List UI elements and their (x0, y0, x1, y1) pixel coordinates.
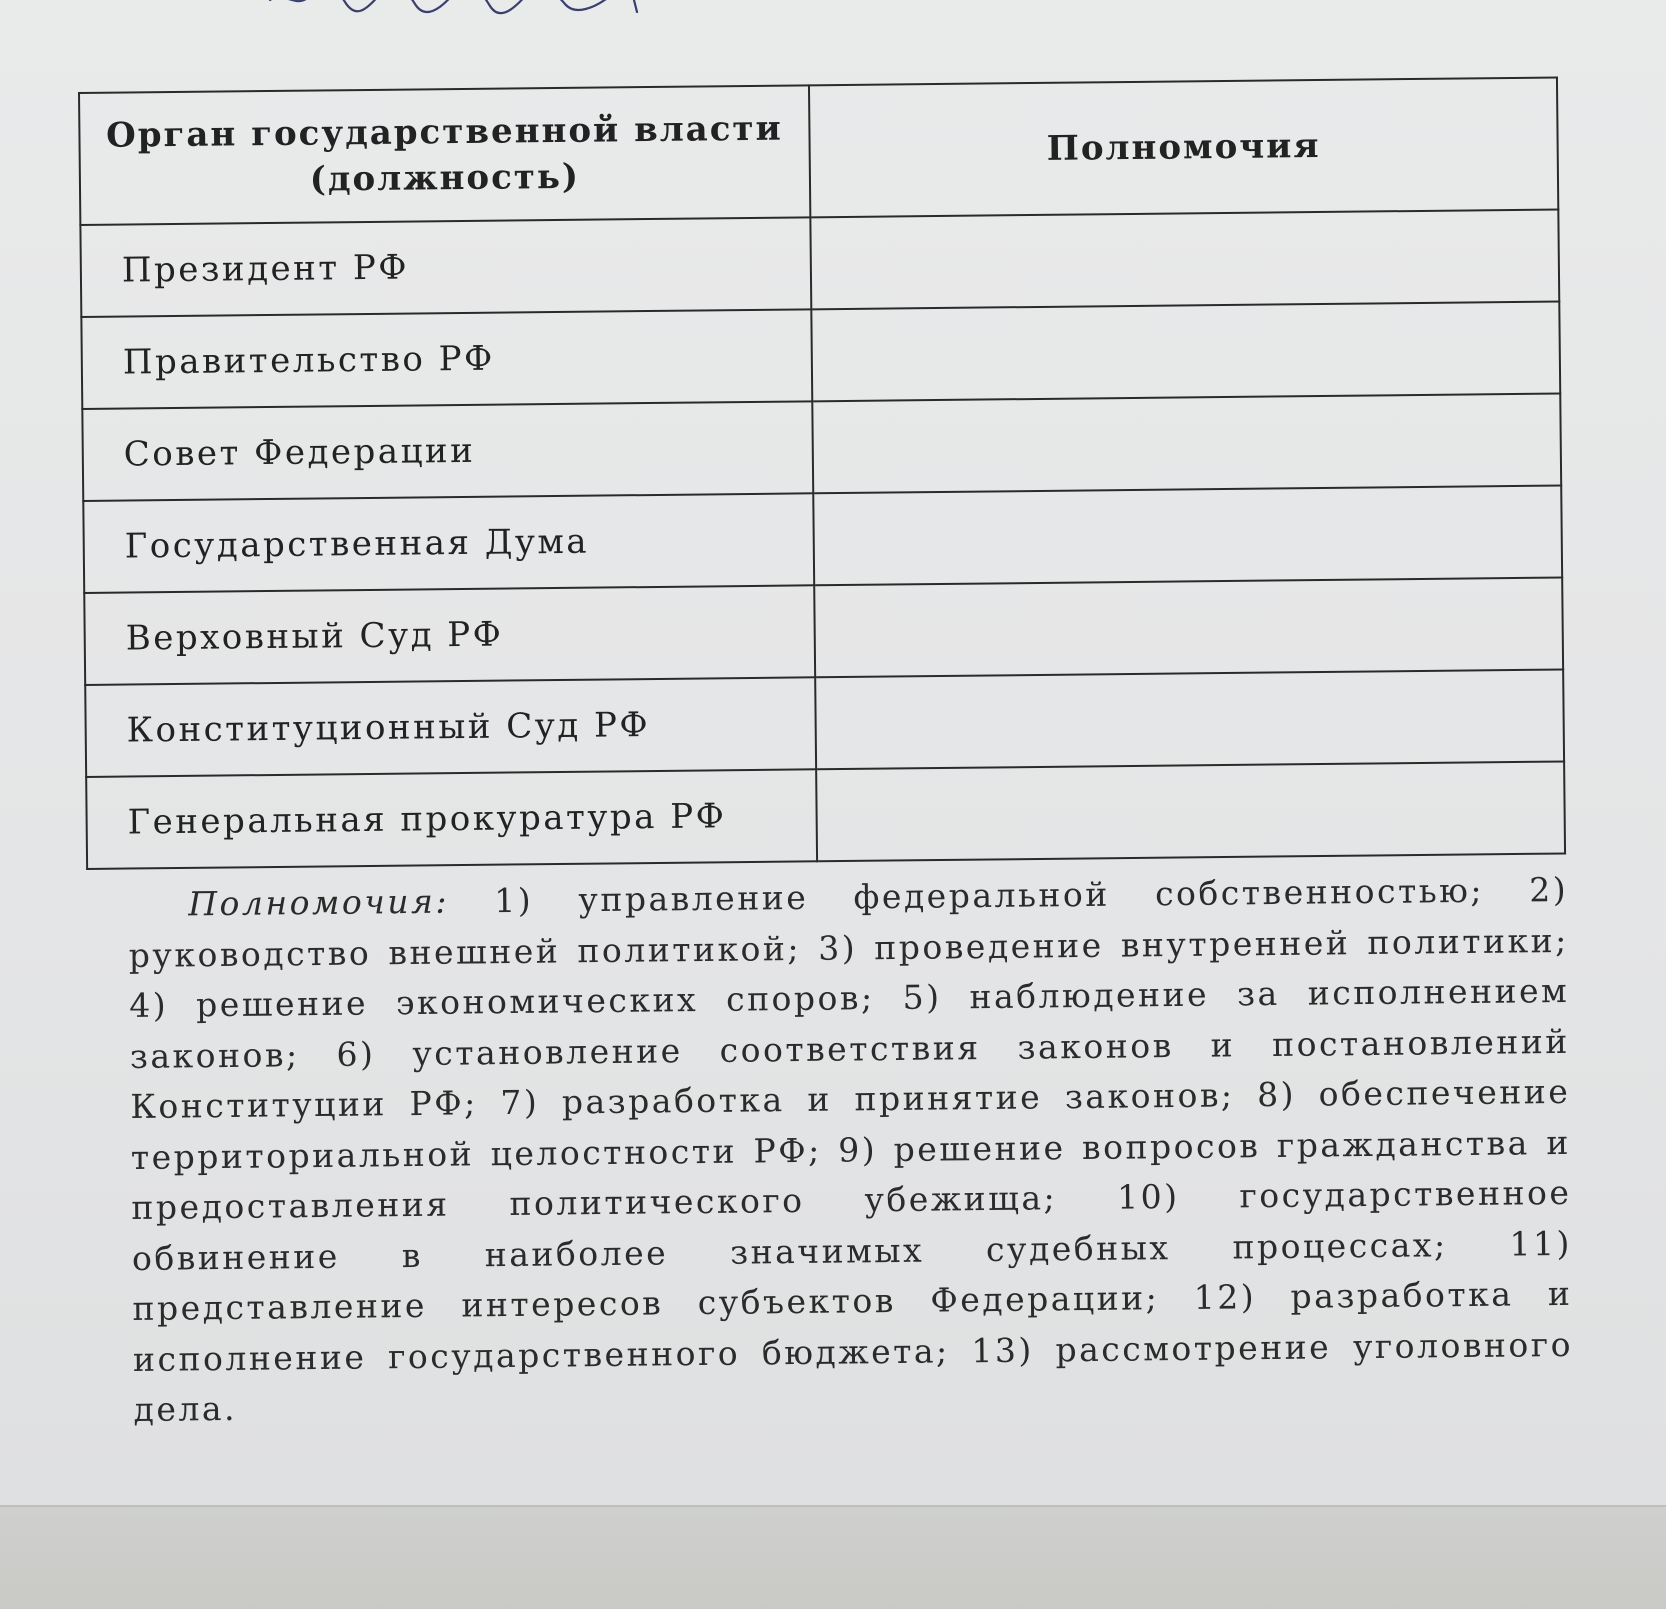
handwritten-note (265, 0, 685, 22)
organ-cell: Президент РФ (80, 217, 811, 317)
header-powers: Полномочия (809, 78, 1558, 218)
organ-cell: Правительство РФ (81, 309, 812, 409)
table-row (86, 761, 1565, 868)
powers-cell[interactable] (812, 393, 1561, 493)
powers-cell[interactable] (811, 301, 1560, 401)
powers-cell[interactable] (815, 669, 1564, 769)
table-row (84, 577, 1563, 684)
organ-cell: Конституционный Суд РФ (85, 677, 816, 777)
powers-cell[interactable] (813, 485, 1562, 585)
organ-cell: Государственная Дума (83, 493, 814, 593)
powers-table-wrapper (78, 77, 1566, 862)
header-organ-line1: Орган государственной власти (105, 108, 783, 156)
table-row (82, 393, 1561, 500)
organ-cell: Совет Федерации (82, 401, 813, 501)
powers-cell[interactable] (810, 210, 1559, 310)
desk-surface (0, 1505, 1666, 1609)
organ-cell: Генеральная прокуратура РФ (86, 769, 817, 869)
table-row (81, 301, 1560, 408)
organ-cell: Верховный Суд РФ (84, 585, 815, 685)
header-organ-line2: (должность) (309, 156, 581, 200)
powers-cell[interactable] (814, 577, 1563, 677)
powers-list-paragraph (128, 865, 1574, 1436)
table-header-row (79, 78, 1558, 225)
table-row (83, 485, 1562, 592)
powers-list-lead: Полномочия: (188, 881, 450, 924)
powers-cell[interactable] (816, 761, 1565, 861)
powers-table (78, 77, 1566, 870)
table-row (85, 669, 1564, 776)
powers-list-items: 1) управление федеральной собственностью; 2) руководство внешней политикой; 3) проведение внутренней политики; 4) решение экономических споров; 5) наблюдение за исполнением законов; 6) установление соответствия законов и постановлений Конституции РФ; 7) разработка и принятие законов; 8) обеспечение территориальной целостности РФ; 9) решение вопросов гражданства и предоставления политического убежища; 10) государственное обвинение в наиболее значимых судебных процессах; 11) представление интересов субъектов Федерации; 12) разработка и исполнение государственного бюджета; 13) рассмотрение уголовного дела. (128, 869, 1574, 1429)
table-row (80, 210, 1559, 317)
header-organ (79, 85, 810, 225)
